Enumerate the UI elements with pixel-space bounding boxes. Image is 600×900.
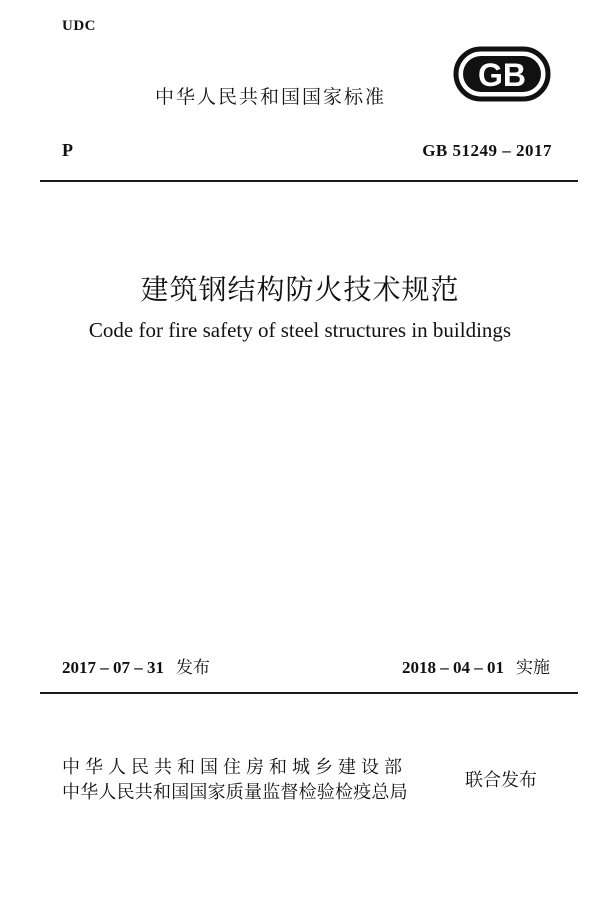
- title-english: Code for fire safety of steel structures in buildings: [88, 318, 512, 342]
- issue-date: 2017 – 07 – 31: [62, 658, 164, 677]
- national-standard-label: 中华人民共和国国家标准: [155, 86, 387, 108]
- gb-logo-text: GB: [478, 57, 526, 93]
- issuer-quality-administration: 中华人民共和国国家质量监督检验检疫总局: [62, 782, 408, 803]
- issue-date-block: [62, 653, 210, 678]
- udc-label: UDC: [62, 18, 96, 34]
- gb-logo-icon: [453, 46, 551, 102]
- issuer-ministry-housing: 中华人民共和国住房和城乡建设部: [62, 757, 407, 778]
- issue-label: 发布: [176, 658, 210, 678]
- effective-date: 2018 – 04 – 01: [402, 658, 504, 677]
- joint-issue-label: 联合发布: [465, 770, 537, 791]
- bottom-divider: [40, 692, 578, 694]
- title-chinese: 建筑钢结构防火技术规范: [140, 273, 460, 306]
- category-code: P: [62, 140, 73, 160]
- top-divider: [40, 180, 578, 182]
- standard-number: GB 51249 – 2017: [422, 141, 552, 160]
- effective-label: 实施: [516, 658, 550, 678]
- effective-date-block: [402, 653, 550, 678]
